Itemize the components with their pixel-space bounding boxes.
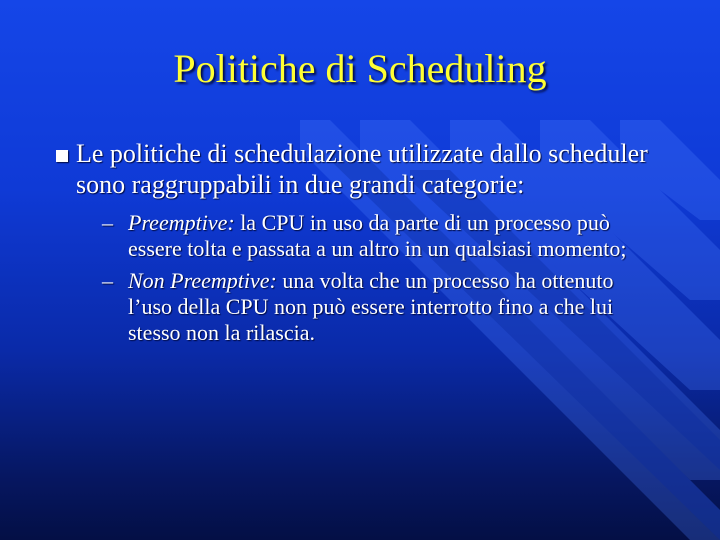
dash-marker: –: [102, 268, 113, 293]
sub-item-text: la CPU in uso da parte di un processo può essere tolta e passata a un altro in un qualsiasi momento;: [128, 210, 627, 261]
sub-item-non-preemptive: [102, 268, 658, 346]
dash-marker: –: [102, 210, 113, 235]
bullet-text: Le politiche di schedulazione utilizzate dallo scheduler sono raggruppabili in due grandi categorie:: [76, 139, 648, 199]
term-label: Preemptive:: [128, 210, 235, 235]
square-bullet-icon: [56, 150, 68, 162]
sub-list: [76, 210, 696, 346]
slide-title: Politiche di Scheduling: [173, 46, 547, 91]
sub-item-preemptive: [102, 210, 658, 262]
term-label: Non Preemptive:: [128, 268, 277, 293]
bullet-item: [56, 138, 696, 346]
sub-item-text: una volta che un processo ha ottenuto l’uso della CPU non può essere interrotto fino a che lui stesso non la rilascia.: [128, 268, 614, 345]
slide-body: [56, 138, 696, 352]
